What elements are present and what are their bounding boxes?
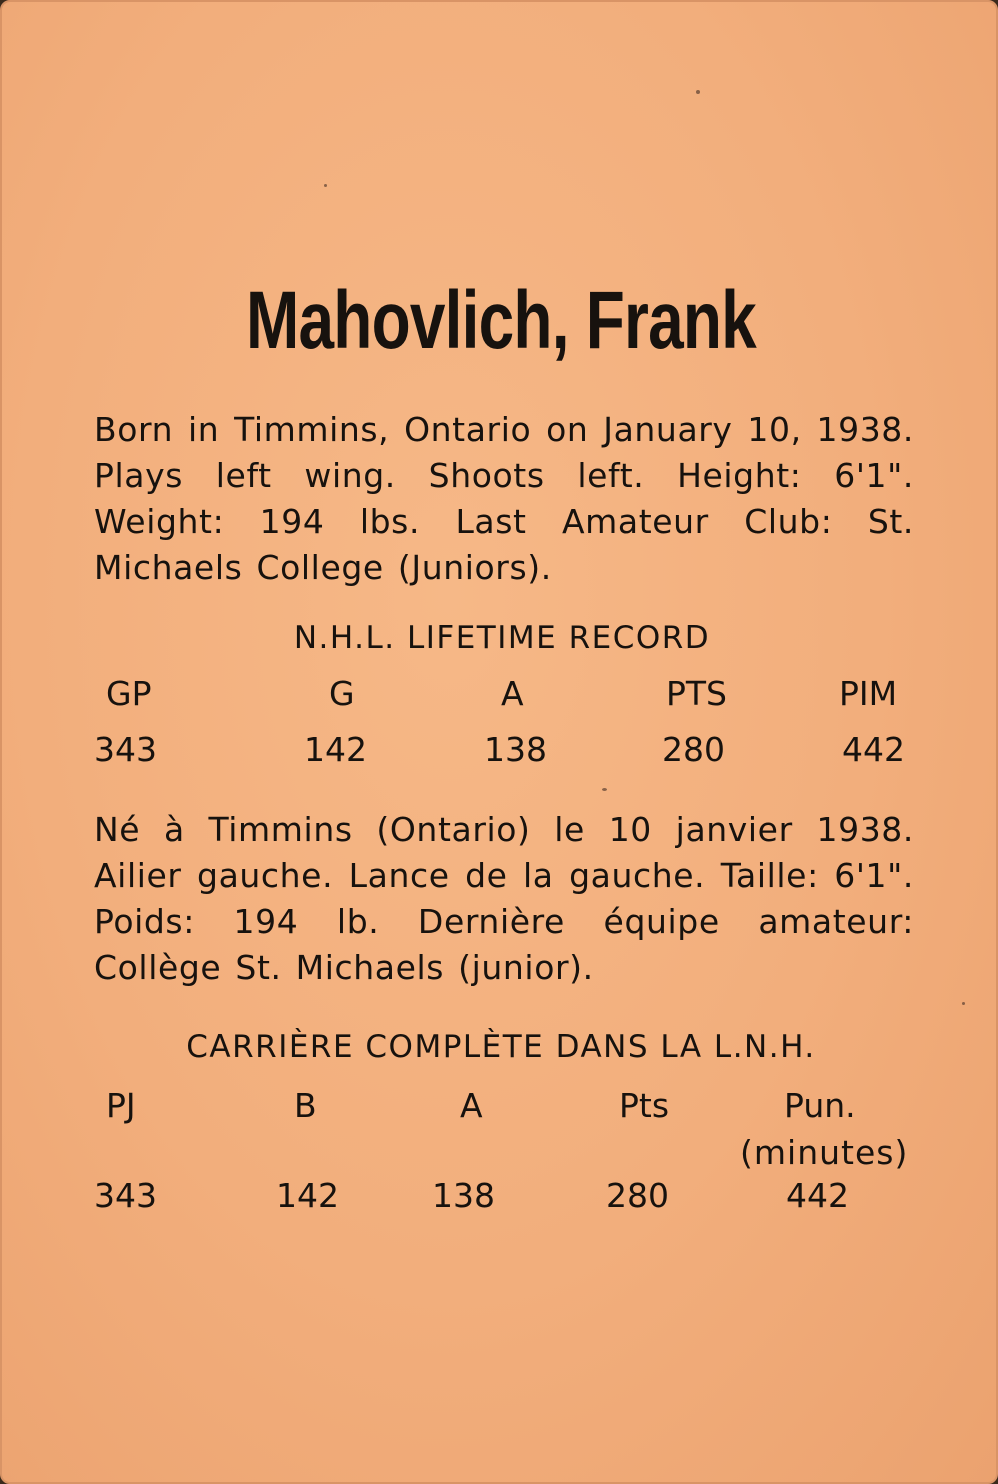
header-b: B [294,1086,317,1125]
french-record-headers [94,1086,914,1126]
value-pts: 280 [662,730,725,769]
value-pim: 442 [842,730,905,769]
value-gp: 343 [94,730,157,769]
header-a-fr: A [460,1086,483,1125]
value-a: 138 [484,730,547,769]
header-pts-fr: Pts [619,1086,670,1125]
english-record-values [94,730,914,770]
value-a-fr: 138 [432,1176,495,1215]
english-record-title: N.H.L. LIFETIME RECORD [293,620,711,656]
value-g: 142 [304,730,367,769]
value-pts-fr: 280 [606,1176,669,1215]
print-speck [696,90,700,94]
header-gp: GP [106,674,152,713]
english-bio: Born in Timmins, Ontario on January 10, 1938. Plays left wing. Shoots left. Height: 6'1". Weight: 194 lbs. Last Amateur Club: St. Michaels College (Juniors). [94,410,914,587]
header-pun-minutes: (minutes) [740,1133,909,1172]
french-record-values [94,1176,914,1216]
print-speck [962,1002,965,1005]
header-pj: PJ [106,1086,136,1125]
header-g: G [329,674,355,713]
print-speck [324,184,327,187]
value-b: 142 [276,1176,339,1215]
value-pun: 442 [786,1176,849,1215]
header-pun: Pun. [784,1086,856,1125]
header-pim: PIM [839,674,898,713]
header-pts: PTS [666,674,728,713]
print-speck [602,788,607,791]
english-record-headers [94,674,914,714]
player-name: Mahovlich, Frank [246,275,756,366]
header-a: A [501,674,524,713]
french-bio: Né à Timmins (Ontario) le 10 janvier 1938. Ailier gauche. Lance de la gauche. Taille: 6'1". Poids: 194 lb. Dernière équipe amateur: Collège St. Michaels (junior). [94,810,914,987]
value-pj: 343 [94,1176,157,1215]
french-record-title: CARRIÈRE COMPLÈTE DANS LA L.N.H. [186,1029,816,1065]
